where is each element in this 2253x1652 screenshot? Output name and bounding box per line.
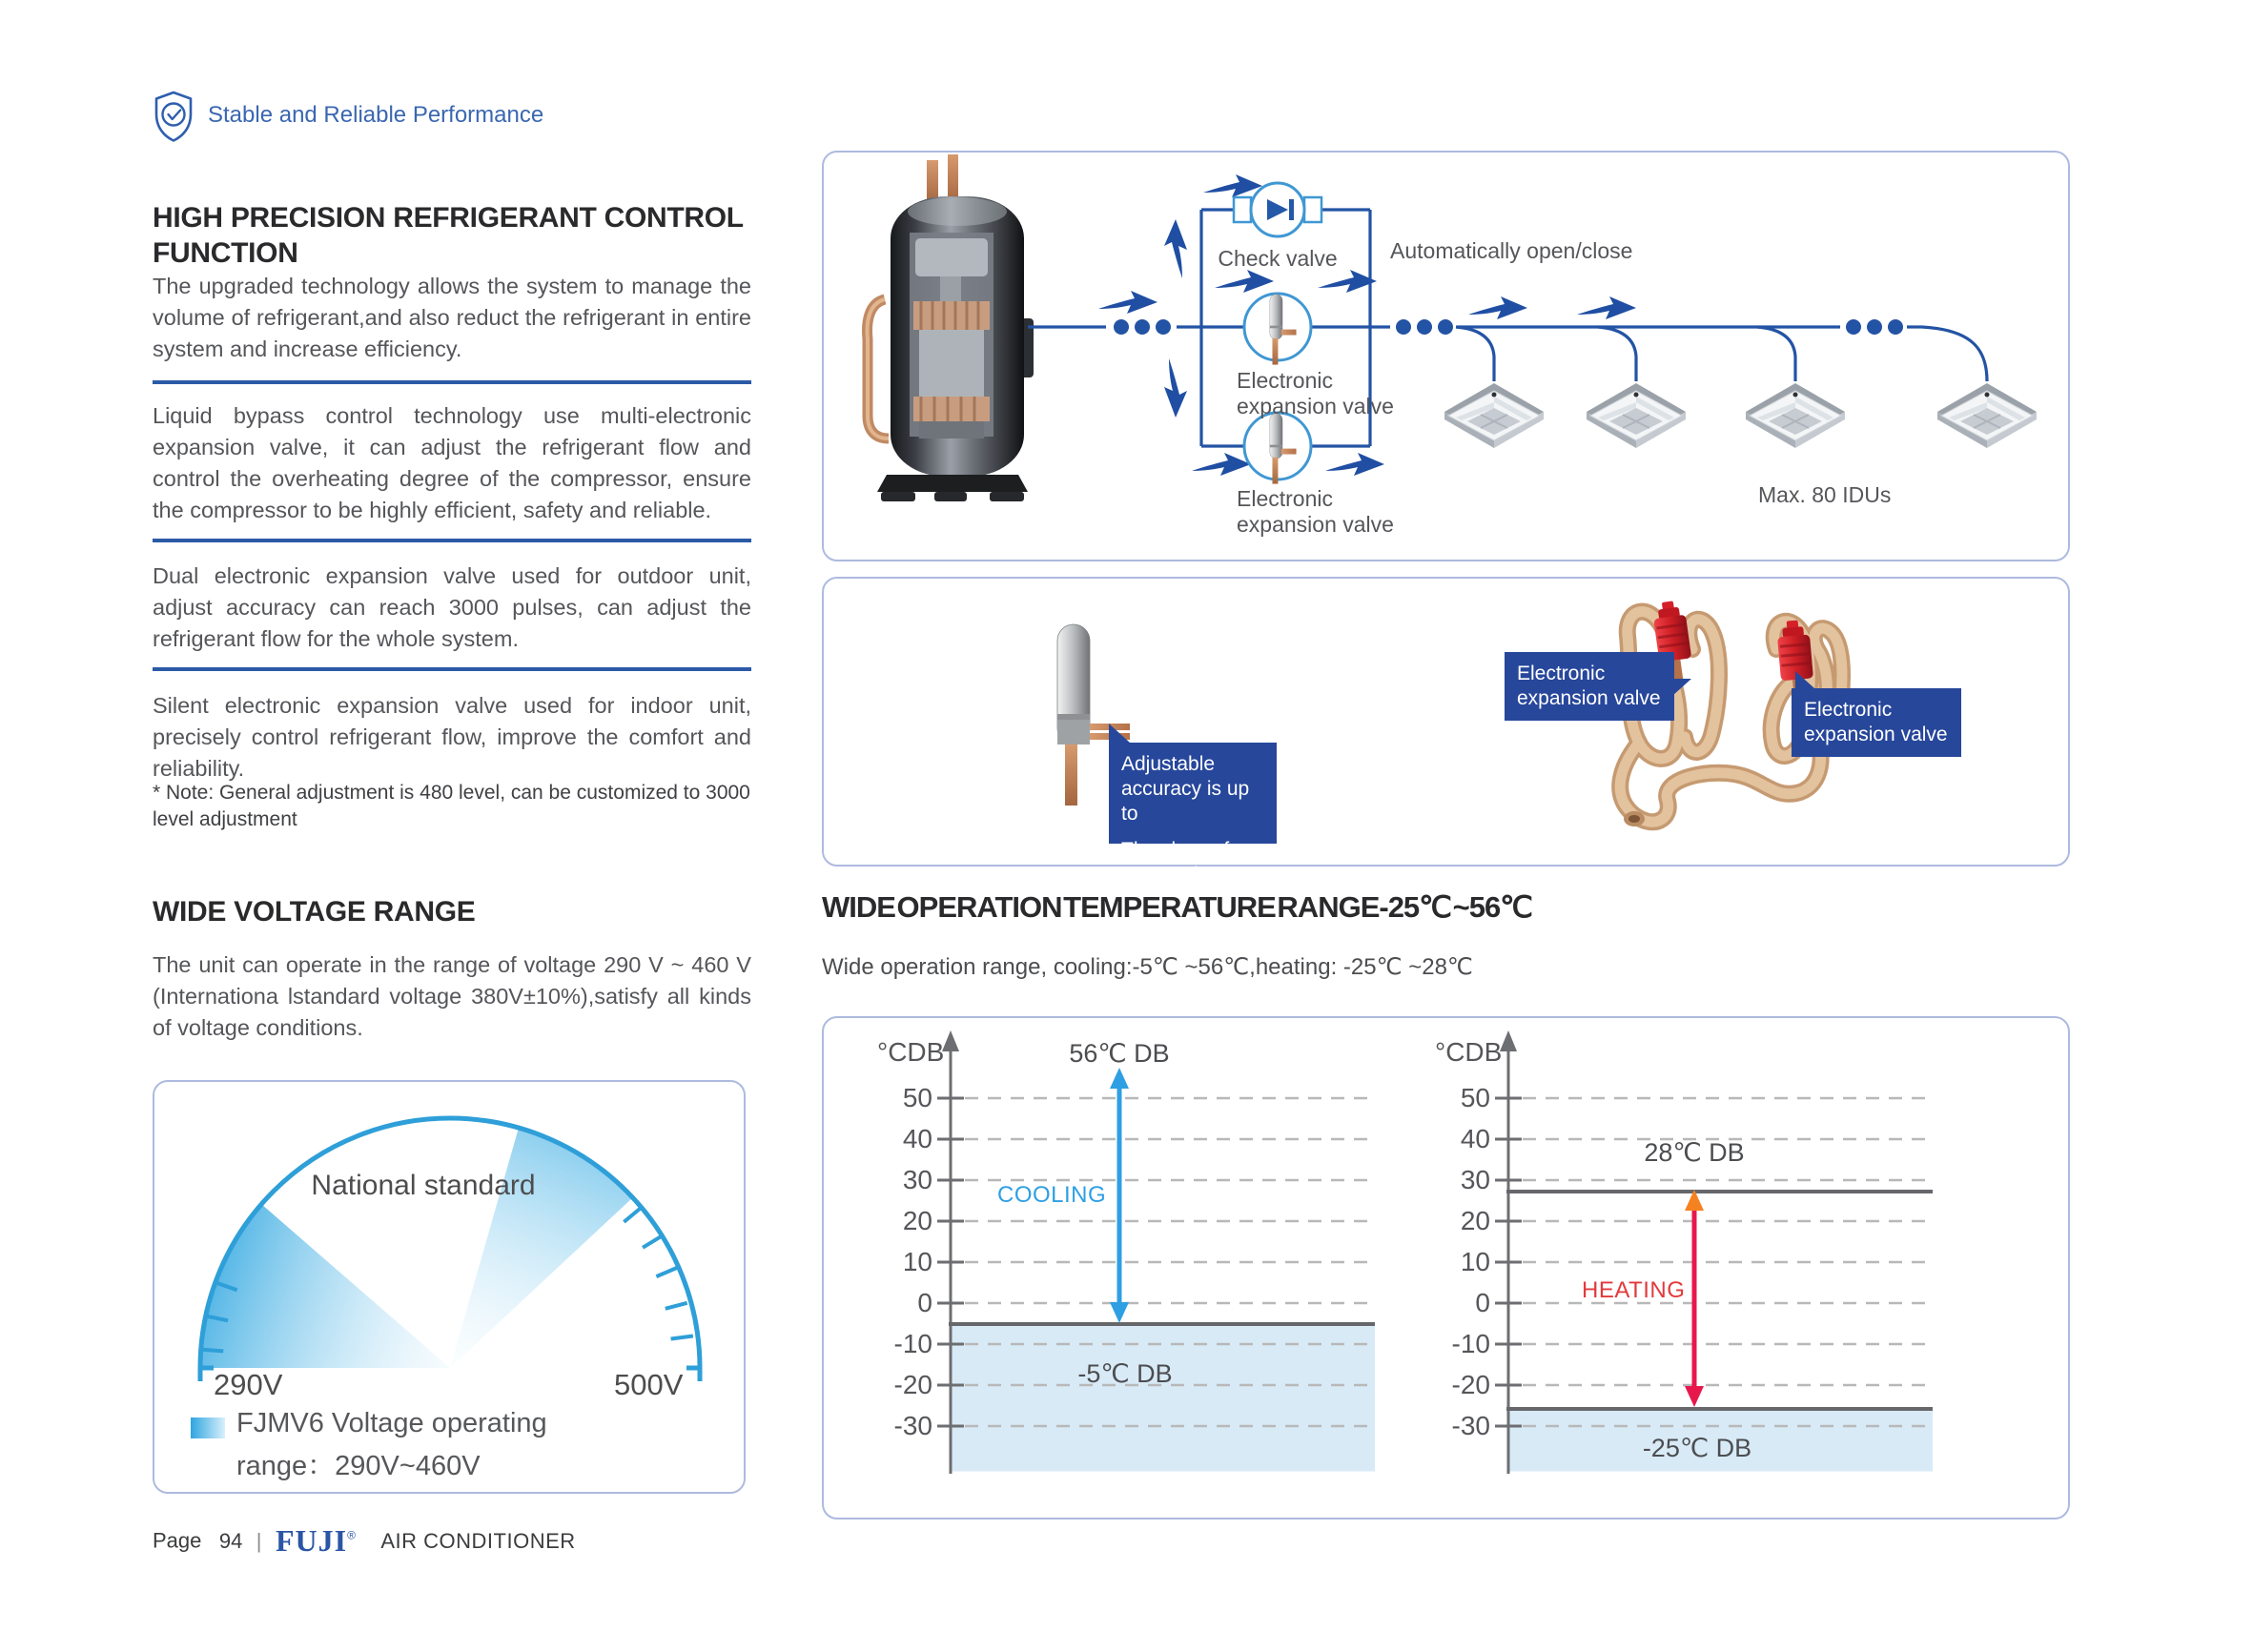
paragraph-liquid-bypass: Liquid bypass control technology use multi-electronic expansion valve, it can adjust the refrigerant flow and control the overheating degree of the compressor, ensure the compressor to be highly efficient, safety and reliable. <box>153 403 751 522</box>
callout-line2: The class of 3000 pulse <box>1121 839 1230 886</box>
y-tick-label: 30 <box>1460 1165 1490 1194</box>
badge-label: Stable and Reliable Performance <box>208 102 544 128</box>
y-tick-label: 30 <box>902 1165 932 1194</box>
cassette-unit-icon <box>1444 383 1544 448</box>
gauge-max-label: 500V <box>614 1368 684 1401</box>
y-tick-label: 40 <box>902 1124 932 1153</box>
y-tick-label: -10 <box>1451 1329 1490 1358</box>
divider <box>153 380 751 384</box>
paragraph-silent-eev: Silent electronic expansion valve used for indoor unit, precisely control refrigerant flow, improve the comfort and reliability. <box>153 693 751 781</box>
eev-tag-left: Electronic expansion valve <box>1505 652 1674 721</box>
flow-arrow-up-icon <box>1164 219 1187 278</box>
cassette-unit-icon <box>1937 383 2037 448</box>
y-tick-label: 10 <box>902 1247 932 1276</box>
footer-page-number: 94 <box>218 1528 243 1553</box>
gauge-center-label: National standard <box>311 1170 536 1201</box>
cassette-unit-icon <box>1587 383 1686 448</box>
flow-arrow-icon <box>1468 296 1527 319</box>
heating-min-label: -25℃ DB <box>1642 1434 1752 1462</box>
axis-unit-label: °CDB <box>1435 1037 1503 1067</box>
y-tick-label: -20 <box>893 1370 932 1399</box>
y-tick-label: 10 <box>1460 1247 1490 1276</box>
flow-arrow-down-icon <box>1164 358 1187 418</box>
cooling-max-label: 56℃ DB <box>1069 1039 1170 1068</box>
shield-check-icon <box>151 90 196 143</box>
valve-detail-panel <box>822 577 2070 886</box>
flow-arrow-icon <box>1098 291 1157 314</box>
section-title-refrigerant <box>153 200 768 271</box>
gauge-legend-line1: FJMV6 Voltage operating <box>236 1408 547 1438</box>
gauge-operating-wedge <box>200 1204 450 1368</box>
voltage-gauge-panel <box>153 1080 746 1494</box>
gauge-legend-line2: range：290V~460V <box>236 1451 481 1481</box>
y-tick-label: -30 <box>893 1411 932 1440</box>
axis-arrow-icon <box>942 1030 959 1051</box>
accuracy-callout <box>1109 743 1277 886</box>
footer-brand-suffix: AIR CONDITIONER <box>380 1528 576 1553</box>
cooling-mode-label: COOLING <box>997 1182 1107 1208</box>
check-valve-label: Check valve <box>1218 246 1338 271</box>
flow-arrow-icon <box>1318 270 1377 293</box>
cassette-unit-icon <box>1746 383 1845 448</box>
y-tick-label: 20 <box>1460 1206 1490 1235</box>
voltage-gauge-chart <box>154 1090 744 1404</box>
section-title-line1: HIGH PRECISION REFRIGERANT CONTROL <box>153 202 744 234</box>
callout-line1: Adjustable accuracy is up to <box>1121 753 1250 825</box>
cooling-chart <box>937 1030 1375 1474</box>
footer-brand-logo: FUJI <box>275 1523 348 1558</box>
eev-icon <box>1244 294 1311 365</box>
heating-max-label: 28℃ DB <box>1644 1138 1745 1167</box>
flow-arrow-icon <box>1192 453 1251 476</box>
divider <box>153 667 751 671</box>
axis-unit-label: °CDB <box>877 1037 945 1067</box>
temp-range-subtitle: Wide operation range, cooling:-5℃ ~56℃,heating: -25℃ ~28℃ <box>822 954 1473 980</box>
eev-icon <box>1244 413 1311 484</box>
note-text: * Note: General adjustment is 480 level, can be customized to 3000 level adjustment <box>153 782 750 830</box>
heating-chart <box>1495 1030 1933 1474</box>
flow-arrow-icon <box>1325 453 1384 476</box>
flow-arrow-icon <box>1577 296 1636 319</box>
y-tick-label: 50 <box>1460 1083 1490 1112</box>
y-tick-label: 50 <box>902 1083 932 1112</box>
gauge-end-right <box>686 1368 700 1381</box>
axis-arrow-icon <box>1500 1030 1517 1051</box>
gauge-min-label: 290V <box>214 1368 283 1401</box>
paragraph-voltage-range: The unit can operate in the range of voltage 290 V ~ 460 V (Internationa lstandard voltage 380V±10%),satisfy all kinds of voltage conditions. <box>153 952 751 1040</box>
legend-swatch <box>191 1417 225 1438</box>
footer-separator: | <box>256 1528 262 1553</box>
section-title-line2: FUNCTION <box>153 237 298 269</box>
temp-charts-panel <box>822 1016 2070 1519</box>
y-tick-label: 20 <box>902 1206 932 1235</box>
refrigerant-control-diagram-panel <box>822 151 2070 561</box>
compressor-illustration <box>868 154 1034 501</box>
page-footer <box>153 1523 576 1565</box>
eev-label: Electronic expansion valve <box>1237 486 1394 537</box>
divider <box>153 539 751 542</box>
gauge-upper-wedge <box>450 1128 633 1368</box>
flow-arrow-icon <box>1203 174 1262 197</box>
top-badge <box>151 90 544 148</box>
paragraph-dual-eev: Dual electronic expansion valve used for outdoor unit, adjust accuracy can reach 3000 pulses, can adjust the refrigerant flow for the whole system. <box>153 563 751 651</box>
section-title-voltage: WIDE VOLTAGE RANGE <box>153 896 476 928</box>
eev-tag-right: Electronic expansion valve <box>1792 688 1961 757</box>
footer-page-label: Page <box>153 1528 202 1553</box>
temp-range-title: WIDE OPERATION TEMPERATURE RANGE-25℃ ~56℃ <box>822 890 1532 924</box>
flow-arrow-icon <box>1215 270 1274 293</box>
auto-open-close-label: Automatically open/close <box>1390 238 1633 263</box>
eev-label: Electronic expansion valve <box>1237 368 1394 418</box>
registered-mark-icon: ® <box>347 1528 356 1542</box>
y-tick-label: 0 <box>1475 1288 1490 1317</box>
y-tick-label: -20 <box>1451 1370 1490 1399</box>
y-tick-label: 0 <box>917 1288 932 1317</box>
y-tick-label: -10 <box>893 1329 932 1358</box>
y-tick-label: 40 <box>1460 1124 1490 1153</box>
cooling-min-label: -5℃ DB <box>1077 1359 1173 1388</box>
y-tick-label: -30 <box>1451 1411 1490 1440</box>
paragraph-upgraded-technology: The upgraded technology allows the system to manage the volume of refrigerant,and also reduct the refrigerant in entire system and increase efficiency. <box>153 274 751 361</box>
max-idus-label: Max. 80 IDUs <box>1758 482 1892 507</box>
gauge-end-left <box>200 1368 214 1381</box>
heating-mode-label: HEATING <box>1582 1277 1686 1303</box>
